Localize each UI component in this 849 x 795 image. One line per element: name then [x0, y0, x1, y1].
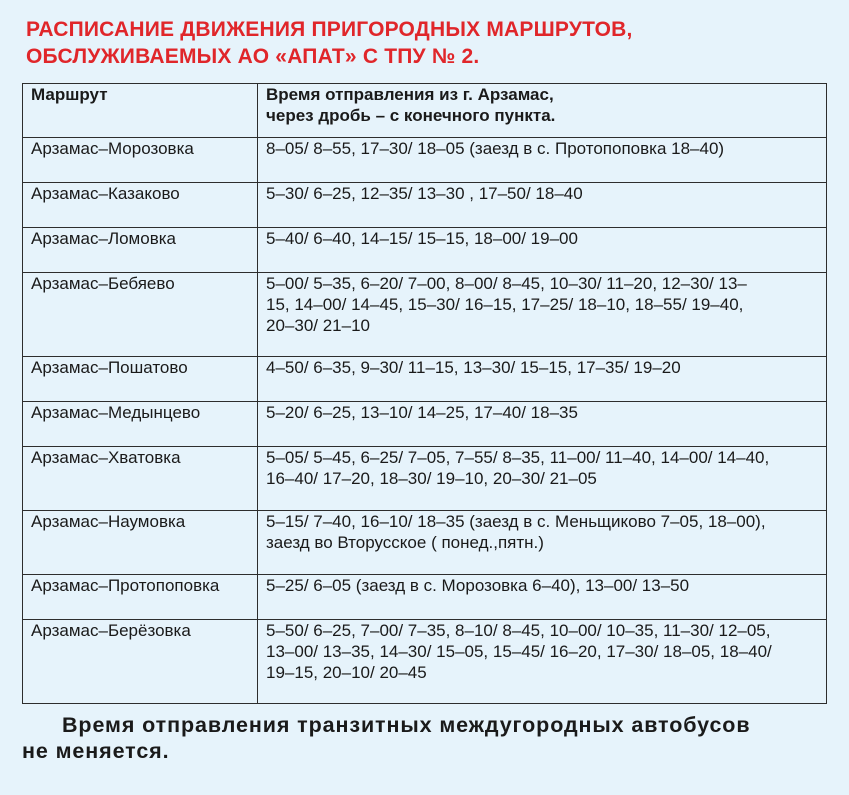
table-row: [23, 575, 827, 620]
column-header-time-line-1: Время отправления из г. Арзамас,: [266, 85, 554, 104]
title-line-1: РАСПИСАНИЕ ДВИЖЕНИЯ ПРИГОРОДНЫХ МАРШРУТОВ,: [26, 18, 633, 41]
schedule-table: [22, 83, 827, 704]
route-cell: Арзамас–Морозовка: [23, 138, 258, 183]
route-cell: Арзамас–Медынцево: [23, 402, 258, 447]
table-row: [23, 183, 827, 228]
column-header-route: Маршрут: [23, 84, 258, 138]
table-row: [23, 620, 827, 704]
table-row: [23, 402, 827, 447]
route-cell: Арзамас–Берёзовка: [23, 620, 258, 704]
route-cell: Арзамас–Наумовка: [23, 511, 258, 575]
column-header-time-line-2: через дробь – с конечного пункта.: [266, 106, 556, 125]
times-cell: 5–00/ 5–35, 6–20/ 7–00, 8–00/ 8–45, 10–30/ 11–20, 12–30/ 13– 15, 14–00/ 14–45, 15–30/ 16–15, 17–25/ 18–10, 18–55/ 19–40, 20–30/ 21–10: [258, 273, 827, 357]
table-row: [23, 138, 827, 183]
footer-line-1: Время отправления транзитных междугородных автобусов: [62, 713, 751, 737]
route-cell: Арзамас–Ломовка: [23, 228, 258, 273]
table-row: [23, 357, 827, 402]
footer-note: [22, 712, 837, 764]
title-line-2: ОБСЛУЖИВАЕМЫХ АО «АПАТ» С ТПУ № 2.: [26, 45, 480, 68]
times-cell: 4–50/ 6–35, 9–30/ 11–15, 13–30/ 15–15, 17–35/ 19–20: [258, 357, 827, 402]
column-header-time: [258, 84, 827, 138]
route-cell: Арзамас–Хватовка: [23, 447, 258, 511]
times-cell: 5–20/ 6–25, 13–10/ 14–25, 17–40/ 18–35: [258, 402, 827, 447]
route-cell: Арзамас–Казаково: [23, 183, 258, 228]
times-cell: 5–50/ 6–25, 7–00/ 7–35, 8–10/ 8–45, 10–00/ 10–35, 11–30/ 12–05, 13–00/ 13–35, 14–30/ 15–05, 15–45/ 16–20, 17–30/ 18–05, 18–40/ 19–15, 20–10/ 20–45: [258, 620, 827, 704]
route-cell: Арзамас–Протопоповка: [23, 575, 258, 620]
footer-line-2: не меняется.: [22, 739, 170, 763]
times-cell: 8–05/ 8–55, 17–30/ 18–05 (заезд в с. Протопоповка 18–40): [258, 138, 827, 183]
route-cell: Арзамас–Пошатово: [23, 357, 258, 402]
times-cell: 5–40/ 6–40, 14–15/ 15–15, 18–00/ 19–00: [258, 228, 827, 273]
table-row: [23, 447, 827, 511]
table-row: [23, 273, 827, 357]
table-header-row: [23, 84, 827, 138]
table-row: [23, 511, 827, 575]
times-cell: 5–25/ 6–05 (заезд в с. Морозовка 6–40), 13–00/ 13–50: [258, 575, 827, 620]
table-row: [23, 228, 827, 273]
times-cell: 5–05/ 5–45, 6–25/ 7–05, 7–55/ 8–35, 11–00/ 11–40, 14–00/ 14–40, 16–40/ 17–20, 18–30/ 19–10, 20–30/ 21–05: [258, 447, 827, 511]
page-title: [26, 16, 826, 70]
route-cell: Арзамас–Бебяево: [23, 273, 258, 357]
times-cell: 5–15/ 7–40, 16–10/ 18–35 (заезд в с. Меньщиково 7–05, 18–00), заезд во Вторусское ( понед.,пятн.): [258, 511, 827, 575]
times-cell: 5–30/ 6–25, 12–35/ 13–30 , 17–50/ 18–40: [258, 183, 827, 228]
